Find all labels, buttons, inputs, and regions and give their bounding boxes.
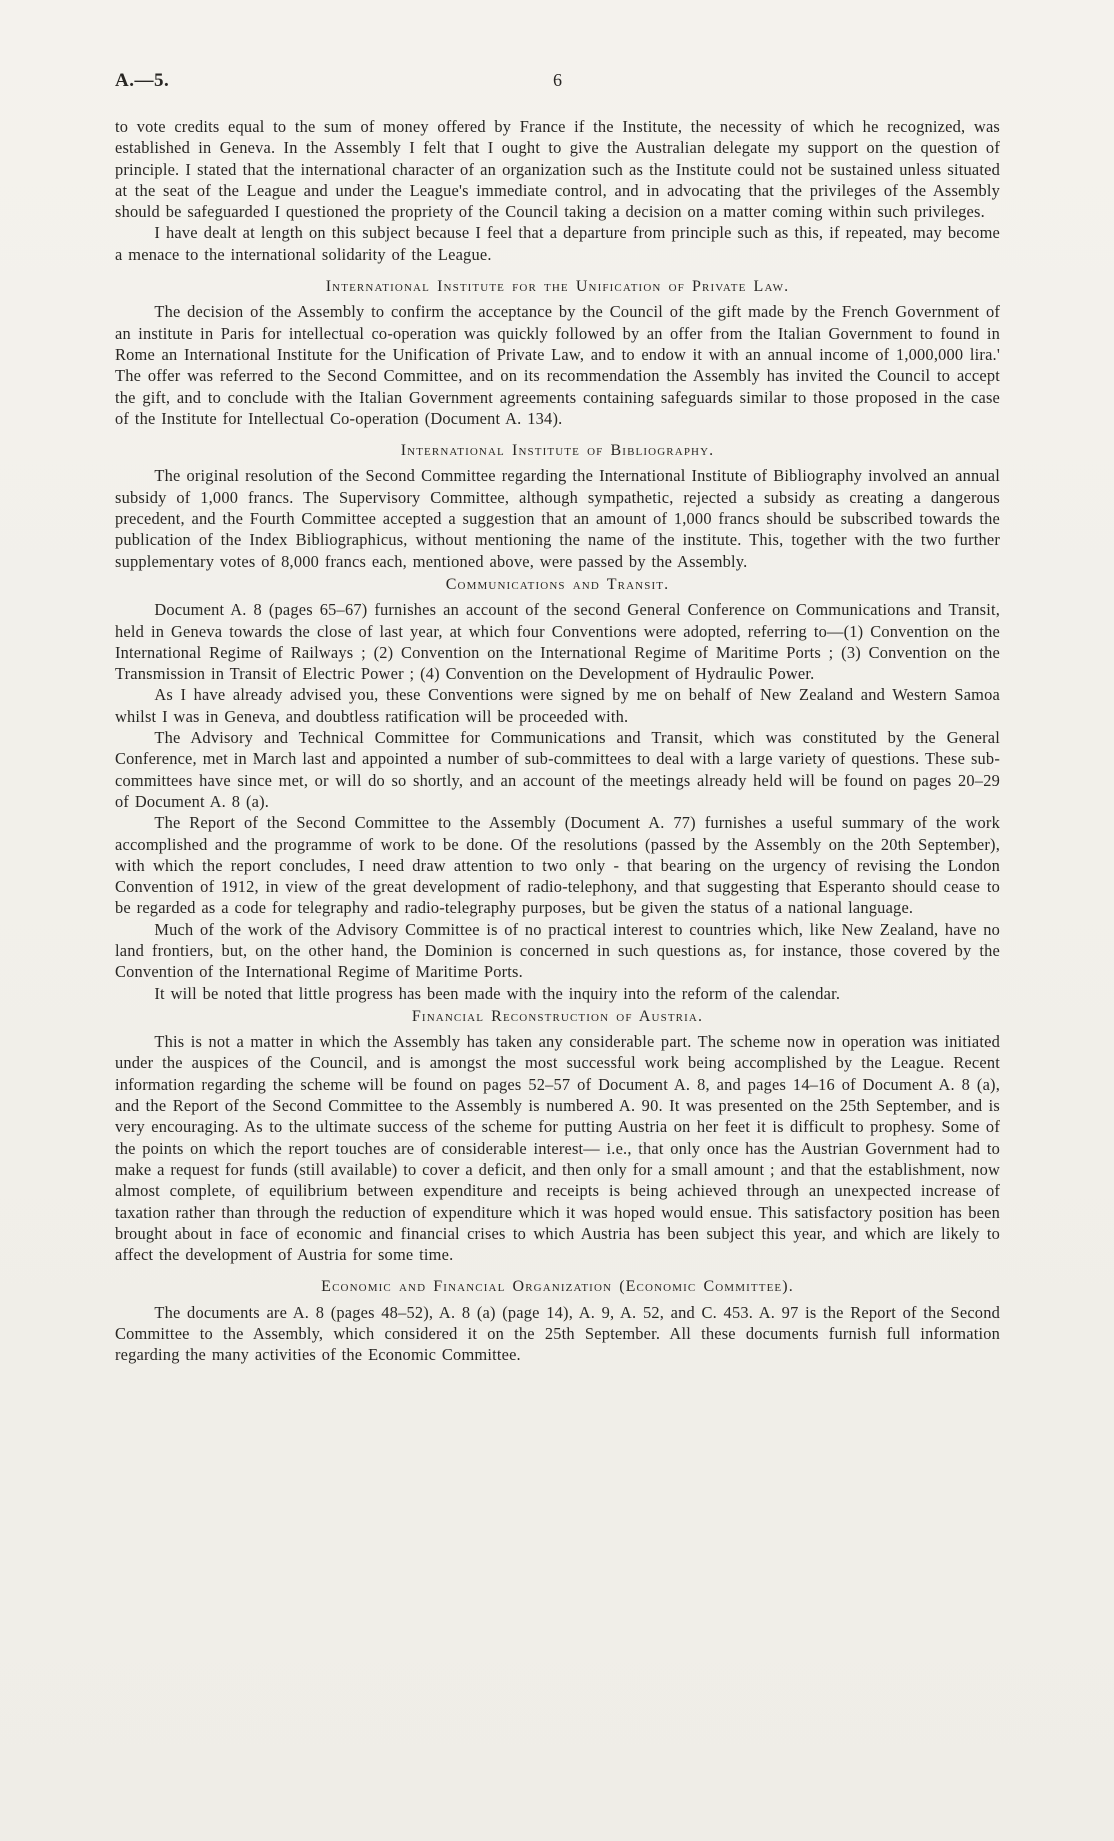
document-reference: A.—5. bbox=[115, 70, 170, 91]
paragraph: This is not a matter in which the Assembly has taken any considerable part. The scheme now in operation was initiated under the auspices of the Council, and is amongst the most successful work being accomplished by the League. Recent information regarding the scheme will be found on pages 52–57 of Document A. 8, and pages 14–16 of Document A. 8 (a), and the Report of the Second Committee to the Assembly is numbered A. 90. It was presented on the 25th September, and is very encouraging. As to the ultimate success of the scheme for putting Austria on her feet it is difficult to prophesy. Some of the points on which the report touches are of considerable interest— i.e., that only once has the Austrian Government had to make a request for funds (still available) to cover a deficit, and then only for a small amount ; and that the establishment, now almost complete, of equilibrium between expenditure and receipts is being achieved through an unexpected increase of taxation rather than through the reduction of expenditure which it was hoped would ensue. This satisfactory position has been brought about in face of economic and financial crises to which Austria has been subject this year, and which are likely to affect the development of Austria for some time. bbox=[115, 1032, 1000, 1265]
page-body bbox=[115, 116, 1000, 1366]
paragraph: As I have already advised you, these Conventions were signed by me on behalf of New Zealand and Western Samoa whilst I was in Geneva, and doubtless ratification will be proceeded with. bbox=[115, 685, 1000, 726]
section-heading: Financial Reconstruction of Austria. bbox=[411, 1007, 704, 1025]
paragraph: The Advisory and Technical Committee for Communications and Transit, which was constituted by the General Conference, met in March last and appointed a number of sub-committees to deal with a large variety of questions. These sub-committees have since met, or will do so shortly, and an account of the meetings already held will be found on pages 20–29 of Document A. 8 (a). bbox=[115, 728, 1000, 811]
paragraph: Much of the work of the Advisory Committee is of no practical interest to countries which, like New Zealand, have no land frontiers, but, on the other hand, the Dominion is concerned in such questions as, for instance, those covered by the Convention of the International Regime of Maritime Ports. bbox=[115, 919, 1000, 982]
section-heading: International Institute of Bibliography. bbox=[400, 442, 715, 460]
page-header bbox=[115, 70, 1000, 100]
paragraph: Document A. 8 (pages 65–67) furnishes an account of the second General Conference on Communications and Transit, held in Geneva towards the close of last year, at which four Conventions were adopted, referring to—(1) Convention on the International Regime of Railways ; (2) Convention on the International Regime of Maritime Ports ; (3) Convention on the Transmission in Transit of Electric Power ; (4) Convention on the Development of Hydraulic Power. bbox=[115, 600, 1000, 684]
section-heading: Economic and Financial Organization (Economic Committee). bbox=[321, 1278, 794, 1296]
paragraph: It will be noted that little progress has been made with the inquiry into the reform of the calendar. bbox=[154, 983, 841, 1003]
section-heading: International Institute for the Unification of Private Law. bbox=[325, 278, 790, 296]
paragraph: The Report of the Second Committee to the Assembly (Document A. 77) furnishes a useful summary of the work accomplished and the programme of work to be done. Of the resolutions (passed by the Assembly on the 20th September), with which the report concludes, I need draw attention to two only - that bearing on the urgency of revising the London Convention of 1912, in view of the great development of radio-telephony, and that suggesting that Esperanto should cease to be regarded as a code for telegraphy and radio-telegraphy purposes, but be given the status of a national language. bbox=[115, 813, 1000, 918]
paragraph: The decision of the Assembly to confirm the acceptance by the Council of the gift made by the French Government of an institute in Paris for intellectual co-operation was quickly followed by an offer from the Italian Government to found in Rome an International Institute for the Unification of Private Law, and to endow it with an annual income of 1,000,000 lira.' The offer was referred to the Second Committee, and on its recommendation the Assembly has invited the Council to accept the gift, and to conclude with the Italian Government agreements containing safeguards similar to those proposed in the case of the Institute for Intellectual Co-operation (Document A. 134). bbox=[115, 302, 1000, 428]
section-heading: Communications and Transit. bbox=[445, 575, 670, 593]
paragraph: The documents are A. 8 (pages 48–52), A. 8 (a) (page 14), A. 9, A. 52, and C. 453. A. 97 is the Report of the Second Committee to the Assembly, which considered it on the 25th September. All these documents furnish full information regarding the many activities of the Economic Committee. bbox=[115, 1302, 1000, 1365]
paragraph: I have dealt at length on this subject because I feel that a departure from principle such as this, if repeated, may become a menace to the international solidarity of the League. bbox=[115, 223, 1000, 264]
paragraph: The original resolution of the Second Committee regarding the International Institute of Bibliography involved an annual subsidy of 1,000 francs. The Supervisory Committee, although sympathetic, rejected a subsidy as creating a dangerous precedent, and the Fourth Committee accepted a suggestion that an amount of 1,000 francs should be subscribed towards the publication of the Index Bibliographicus, without mentioning the name of the institute. This, together with the two further supplementary votes of 8,000 francs each, mentioned above, were passed by the Assembly. bbox=[115, 466, 1000, 571]
paragraph: to vote credits equal to the sum of money offered by France if the Institute, the necessity of which he recognized, was established in Geneva. In the Assembly I felt that I ought to give the Australian delegate my support on the question of principle. I stated that the international character of an organization such as the Institute could not be sustained unless situated at the seat of the League and under the League's immediate control, and in advocating that the privileges of the Assembly should be safeguarded I questioned the propriety of the Council taking a decision on a matter coming within such privileges. bbox=[115, 117, 1000, 222]
page-number: 6 bbox=[553, 70, 562, 90]
